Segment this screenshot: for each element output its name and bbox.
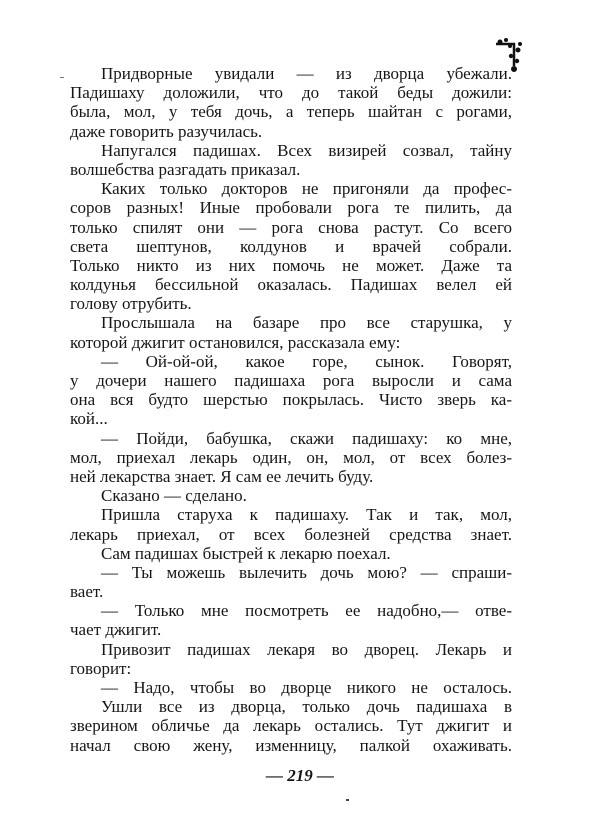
scan-mark (60, 77, 64, 78)
book-page-text (70, 64, 512, 755)
text-line: волшебства разгадать приказал. (70, 159, 301, 179)
text-line: лекарь приехал, от всех болезней средства знает. (70, 524, 512, 544)
text-line: она вся будто шерстью покрылась. Чисто зверь ка- (70, 390, 512, 410)
text-line: — Только мне посмотреть ее надобно,— отве- (101, 601, 512, 621)
text-line: даже говорить разучилась. (70, 121, 263, 141)
text-line: Только никто из них помочь не может. Даже та (70, 255, 512, 275)
text-line: у дочери нашего падишаха рога выросли и сама (70, 371, 512, 390)
text-line: Сказано — сделано. (101, 486, 247, 506)
text-line: говорит: (70, 658, 132, 678)
text-line: Придворные увидали — из дворца убежали. (101, 64, 512, 83)
text-line: Прослышала на базаре про все старушка, у (101, 313, 512, 333)
text-line: чает джигит. (70, 620, 162, 640)
text-line: — Ты можешь вылечить дочь мою? — спраши- (101, 562, 512, 582)
text-line: Падишаху доложили, что до такой беды дожили: (70, 83, 512, 103)
text-line: света шептунов, колдунов и врачей собрали. (70, 236, 512, 256)
text-line: зверином обличье да лекарь остались. Тут джигит и (70, 716, 512, 736)
scan-speck (346, 799, 349, 801)
text-line: голову отрубить. (70, 294, 192, 314)
text-line: — Пойди, бабушка, скажи падишаху: ко мне, (101, 428, 512, 448)
text-line: — Надо, чтобы во дворце никого не осталось. (101, 678, 512, 697)
text-line: только спилят они — рога снова растут. Со всего (70, 217, 512, 237)
text-line: мол, приехал лекарь один, он, мол, от всех болез- (70, 447, 512, 467)
text-line: кой... (70, 409, 108, 429)
text-line: Сам падишах быстрей к лекарю поехал. (101, 543, 391, 563)
text-line: соров разных! Иные пробовали рога те пилить, да (70, 198, 512, 218)
text-line: Напугался падишах. Всех визирей созвал, тайну (101, 140, 512, 160)
text-line: была, мол, у тебя дочь, а теперь шайтан с рогами, (70, 102, 512, 122)
text-line: колдунья бессильной оказалась. Падишах велел ей (70, 275, 512, 295)
text-line: которой джигит остановился, рассказала ему: (70, 332, 401, 352)
text-line: — Ой-ой-ой, какое горе, сынок. Говорят, (101, 351, 512, 371)
text-line: ней лекарства знает. Я сам ее лечить буду. (70, 466, 374, 486)
text-line: начал свою жену, изменницу, палкой охаживать. (70, 735, 512, 755)
text-line: вает. (70, 582, 104, 602)
text-line: Ушли все из дворца, только дочь падишаха в (101, 697, 512, 717)
text-line: Пришла старуха к падишаху. Так и так, мол, (101, 505, 512, 525)
text-line: Привозит падишах лекаря во дворец. Лекарь и (101, 639, 512, 659)
page-number: — 219 — (266, 766, 334, 785)
text-line: Каких только докторов не пригоняли да профес- (101, 179, 512, 199)
